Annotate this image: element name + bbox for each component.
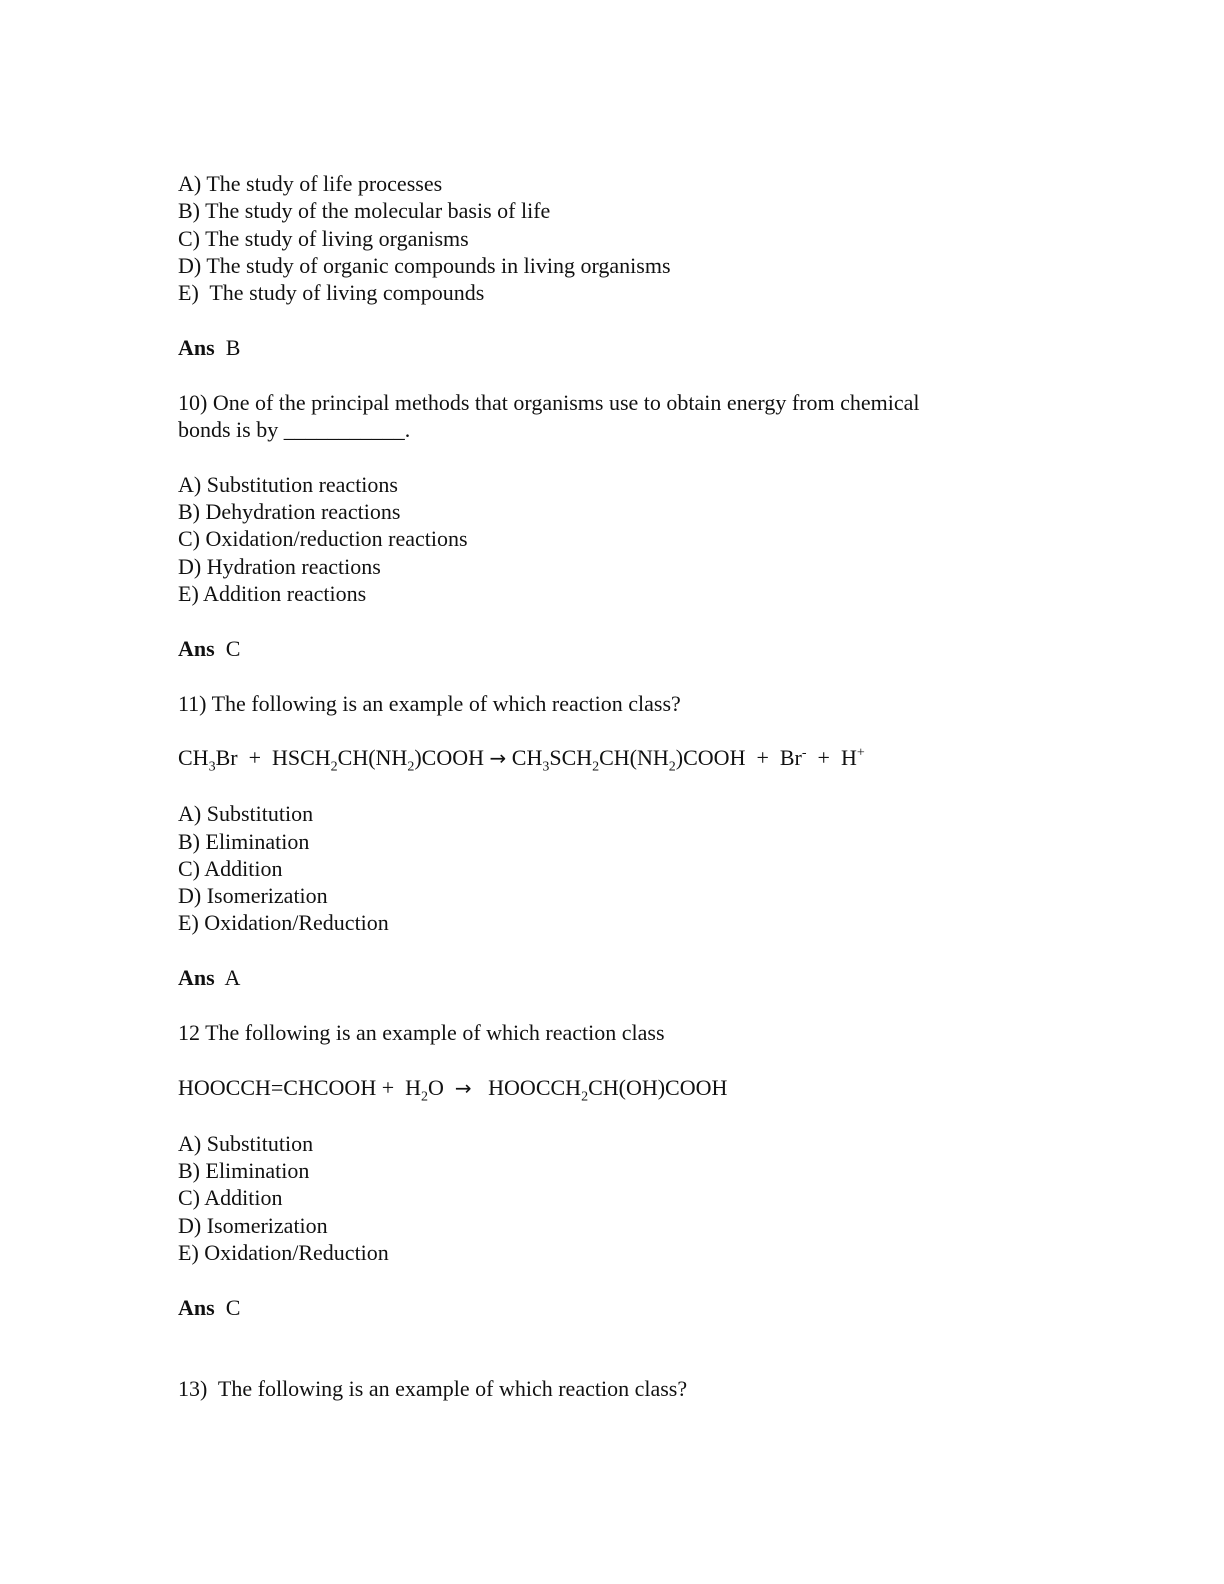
q11-eq-sup: + xyxy=(856,746,865,762)
q11-option-b: B) Elimination xyxy=(178,828,310,854)
q12-equation xyxy=(178,1074,1058,1105)
q10-answer-value: C xyxy=(225,635,241,661)
q11-eq-part: + H xyxy=(806,745,857,771)
q9-answer-label: Ans xyxy=(178,334,215,360)
q10-question-line2: bonds is by ___________. xyxy=(178,417,411,443)
q11-eq-sub: 2 xyxy=(668,759,676,775)
q12-eq-part: O xyxy=(428,1074,455,1100)
q9-option-c: C) The study of living organisms xyxy=(178,225,469,251)
q12-eq-sub: 2 xyxy=(421,1089,428,1105)
q10-option-d: D) Hydration reactions xyxy=(178,553,381,579)
q11-answer xyxy=(178,964,1058,991)
q12-eq-part: HOOCCH=CHCOOH + H xyxy=(178,1074,421,1100)
q11-eq-sub: 2 xyxy=(330,759,338,775)
q12-eq-part: CH(OH)COOH xyxy=(588,1074,728,1100)
q9-options xyxy=(178,170,1058,306)
q11-option-d: D) Isomerization xyxy=(178,883,328,909)
q11-eq-sub: 3 xyxy=(542,759,550,775)
q10-option-b: B) Dehydration reactions xyxy=(178,499,401,525)
q11-eq-part: CH xyxy=(178,745,209,771)
q10-option-e: E) Addition reactions xyxy=(178,581,367,607)
q9-option-d: D) The study of organic compounds in living organisms xyxy=(178,252,671,278)
q13-question: 13) The following is an example of which reaction class? xyxy=(178,1375,688,1401)
q9-answer-value: B xyxy=(225,334,241,360)
q11-eq-sub: 3 xyxy=(208,759,216,775)
q11-eq-sub: 2 xyxy=(407,759,415,775)
q9-option-a: A) The study of life processes xyxy=(178,171,443,196)
q12-question: 12 The following is an example of which reaction class xyxy=(178,1020,665,1046)
q11-options xyxy=(178,800,1058,936)
q9-answer xyxy=(178,334,1058,361)
q12-option-b: B) Elimination xyxy=(178,1157,310,1183)
q11-option-a: A) Substitution xyxy=(178,801,314,827)
q11-question: 11) The following is an example of which reaction class? xyxy=(178,690,681,716)
q9-option-e: E) The study of living compounds xyxy=(178,280,485,306)
q12-option-e: E) Oxidation/Reduction xyxy=(178,1239,389,1265)
q9-option-b: B) The study of the molecular basis of life xyxy=(178,198,551,224)
q12-option-c: C) Addition xyxy=(178,1185,283,1211)
document-page xyxy=(178,170,1058,1402)
q12-answer-value: C xyxy=(225,1294,241,1320)
q11-eq-sup: - xyxy=(801,746,807,762)
reaction-arrow-icon: → xyxy=(454,1075,472,1100)
reaction-arrow-icon: → xyxy=(489,746,507,771)
q11-eq-part: CH xyxy=(506,745,543,771)
q10-answer xyxy=(178,635,1058,662)
q10-answer-label: Ans xyxy=(178,635,215,661)
q11-eq-part: Br + HSCH xyxy=(215,745,331,771)
q10-option-a: A) Substitution reactions xyxy=(178,471,398,497)
q12-eq-part: HOOCCH xyxy=(471,1074,582,1100)
q12-eq-sub: 2 xyxy=(581,1089,589,1105)
q12-options xyxy=(178,1130,1058,1266)
q12-option-a: A) Substitution xyxy=(178,1130,314,1156)
q11-option-c: C) Addition xyxy=(178,855,283,881)
q12-option-d: D) Isomerization xyxy=(178,1212,328,1238)
q11-eq-sub: 2 xyxy=(592,759,600,775)
q11-eq-part: CH(NH xyxy=(337,745,408,771)
q12-answer-label: Ans xyxy=(178,1294,215,1320)
q11-eq-part: )COOH xyxy=(414,745,490,771)
q11-equation xyxy=(178,744,1058,775)
q10-question-line1: 10) One of the principal methods that organisms use to obtain energy from chemical xyxy=(178,389,920,415)
q11-answer-label: Ans xyxy=(178,965,215,991)
q10-options xyxy=(178,471,1058,607)
q11-option-e: E) Oxidation/Reduction xyxy=(178,910,389,936)
q11-eq-part: SCH xyxy=(549,745,593,771)
q12-answer xyxy=(178,1294,1058,1321)
q11-answer-value: A xyxy=(224,965,241,991)
q11-eq-part: CH(NH xyxy=(599,745,669,771)
q10-option-c: C) Oxidation/reduction reactions xyxy=(178,526,468,552)
q11-eq-part: )COOH + Br xyxy=(675,745,802,771)
